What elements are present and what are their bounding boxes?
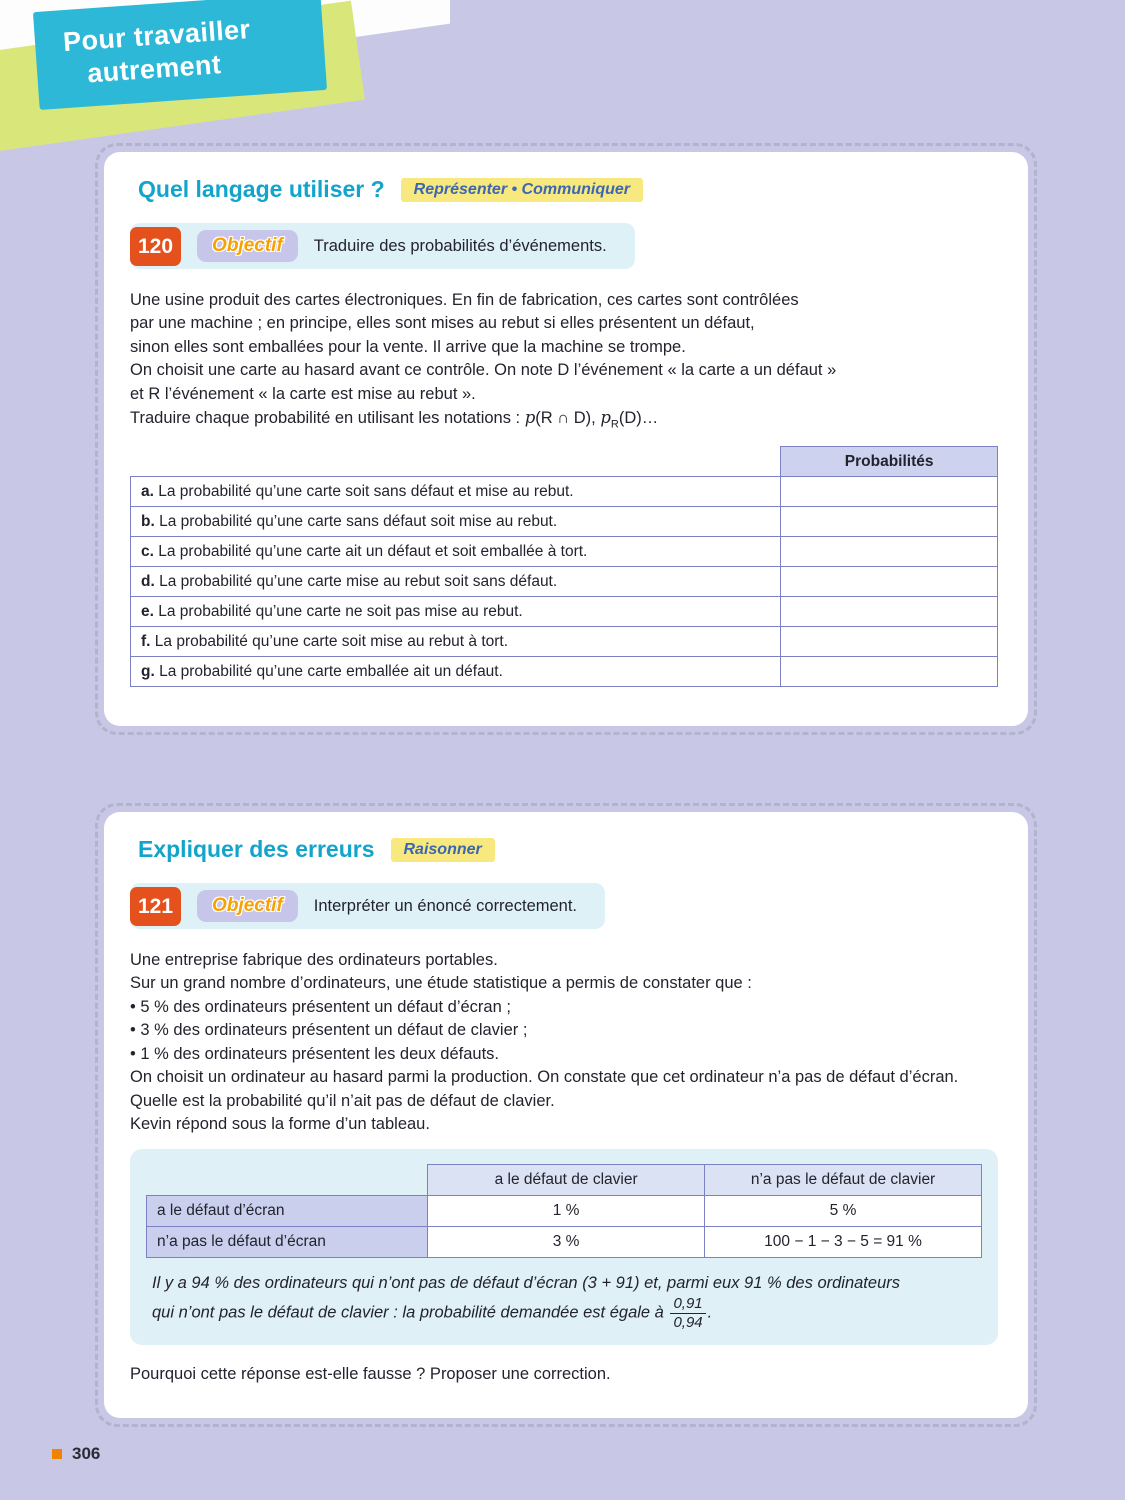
statement-cell (131, 537, 781, 567)
row-letter: a. (141, 482, 154, 500)
table-row (147, 1196, 982, 1227)
row-text: La probabilité qu’une carte soit sans défaut et mise au rebut. (158, 482, 574, 500)
table-row (131, 507, 998, 537)
notation-mid: (R ∩ D), (535, 409, 601, 428)
statement-cell (131, 567, 781, 597)
empty-header-cell (131, 447, 781, 477)
section1-objective-strip (130, 223, 635, 269)
page-number: 306 (72, 1444, 101, 1463)
row-text: La probabilité qu’une carte sans défaut soit mise au rebut. (159, 512, 558, 530)
table-row (131, 657, 998, 687)
paragraph-line: • 3 % des ordinateurs présentent un défaut de clavier ; (130, 1021, 528, 1040)
notation-prefix: Traduire chaque probabilité en utilisant les notations : (130, 409, 525, 428)
table-row (131, 567, 998, 597)
table-header-row (131, 447, 998, 477)
paragraph-line: • 1 % des ordinateurs présentent les deux défauts. (130, 1044, 500, 1063)
fraction (670, 1296, 705, 1331)
banner-title-line1: Pour travailler (62, 14, 252, 58)
row-letter: e. (141, 602, 154, 620)
fraction-denominator: 0,94 (673, 1313, 703, 1331)
row-text: La probabilité qu’une carte ne soit pas mise au rebut. (158, 602, 523, 620)
paragraph-line: sinon elles sont emballées pour la vente. Il arrive que la machine se trompe. (130, 337, 686, 356)
paragraph-line: • 5 % des ordinateurs présentent un défaut d’écran ; (130, 997, 511, 1016)
objective-text: Traduire des probabilités d’événements. (313, 236, 607, 255)
exercise-number-badge: 120 (130, 227, 181, 266)
section1-title: Quel langage utiliser ? (138, 176, 385, 202)
value-cell: 100 − 1 − 3 − 5 = 91 % (705, 1227, 982, 1258)
answer-cell (781, 567, 998, 597)
kevin-table (146, 1164, 982, 1258)
probabilities-header: Probabilités (781, 447, 998, 477)
row-letter: b. (141, 512, 155, 530)
paragraph-line: et R l’événement « la carte est mise au rebut ». (130, 384, 476, 403)
statement-cell (131, 597, 781, 627)
value-cell: 3 % (428, 1227, 705, 1258)
paragraph-line: Une entreprise fabrique des ordinateurs portables. (130, 951, 498, 969)
banner-title-line2: autrement (86, 49, 223, 89)
section2-skill-badge: Raisonner (391, 838, 495, 862)
explanation-suffix: . (707, 1303, 713, 1322)
statement-cell (131, 477, 781, 507)
row-text: La probabilité qu’une carte ait un défaut et soit emballée à tort. (158, 542, 588, 560)
statement-cell (131, 627, 781, 657)
section1-title-row (130, 176, 998, 203)
kevin-explanation (146, 1271, 982, 1330)
row-letter: d. (141, 572, 155, 590)
section1-paragraph (130, 289, 998, 433)
math-p: p (524, 408, 536, 428)
row-label: a le défaut d’écran (147, 1196, 428, 1227)
exercise-121-card (104, 812, 1028, 1418)
fraction-numerator: 0,91 (670, 1296, 705, 1314)
statement-cell (131, 657, 781, 687)
answer-cell (781, 537, 998, 567)
objective-text: Interpréter un énoncé correctement. (313, 896, 578, 915)
notation-suffix: (D)… (618, 409, 659, 428)
row-label: n’a pas le défaut d’écran (147, 1227, 428, 1258)
row-text: La probabilité qu’une carte emballée ait un défaut. (159, 662, 503, 680)
col-header: n’a pas le défaut de clavier (705, 1165, 982, 1196)
paragraph-line: On choisit un ordinateur au hasard parmi la production. On constate que cet ordinateur n’a pas de défaut d’écran. (130, 1068, 959, 1087)
section2-objective-strip (130, 883, 605, 929)
explanation-line (152, 1296, 976, 1331)
table-row (131, 537, 998, 567)
math-subscript: R (610, 418, 619, 431)
notation-line (130, 406, 998, 433)
paragraph-line: Une usine produit des cartes électroniques. En fin de fabrication, ces cartes sont contrôlées (130, 291, 799, 309)
section2-title: Expliquer des erreurs (138, 836, 375, 862)
row-letter: g. (141, 662, 155, 680)
empty-header-cell (147, 1165, 428, 1196)
table-row (131, 477, 998, 507)
row-text: La probabilité qu’une carte mise au rebut soit sans défaut. (159, 572, 558, 590)
table-header-row (147, 1165, 982, 1196)
answer-cell (781, 597, 998, 627)
footer-square-icon (52, 1449, 62, 1459)
value-cell: 5 % (705, 1196, 982, 1227)
statement-cell (131, 507, 781, 537)
paragraph-line: Kevin répond sous la forme d’un tableau. (130, 1114, 430, 1133)
probabilities-table (130, 446, 998, 687)
answer-cell (781, 627, 998, 657)
explanation-prefix: qui n’ont pas le défaut de clavier : la probabilité demandée est égale à (152, 1303, 669, 1322)
answer-cell (781, 477, 998, 507)
paragraph-line: On choisit une carte au hasard avant ce contrôle. On note D l’événement « la carte a un défaut » (130, 361, 837, 380)
section2-paragraph (130, 949, 998, 1136)
table-row (131, 597, 998, 627)
table-row (131, 627, 998, 657)
section2-title-row (130, 836, 998, 863)
kevin-answer-panel (130, 1149, 998, 1344)
exercise-question: Pourquoi cette réponse est-elle fausse ? Proposer une correction. (130, 1364, 611, 1383)
col-header: a le défaut de clavier (428, 1165, 705, 1196)
paragraph-line: Sur un grand nombre d’ordinateurs, une étude statistique a permis de constater que : (130, 974, 752, 993)
value-cell: 1 % (428, 1196, 705, 1227)
exercise-120-card (104, 152, 1028, 726)
section1-skill-badge: Représenter • Communiquer (401, 178, 643, 202)
row-letter: c. (141, 542, 154, 560)
explanation-line: Il y a 94 % des ordinateurs qui n’ont pas de défaut d’écran (3 + 91) et, parmi eux 91 % des ordinateurs (152, 1274, 900, 1293)
paragraph-line: par une machine ; en principe, elles sont mises au rebut si elles présentent un défaut, (130, 314, 755, 333)
paragraph-line: Quelle est la probabilité qu’il n’ait pas de défaut de clavier. (130, 1091, 555, 1110)
objective-badge: Objectif (197, 890, 298, 922)
page-footer (52, 1444, 100, 1464)
answer-cell (781, 507, 998, 537)
row-letter: f. (141, 632, 151, 650)
answer-cell (781, 657, 998, 687)
exercise-number-badge: 121 (130, 887, 181, 926)
objective-badge: Objectif (197, 230, 298, 262)
row-text: La probabilité qu’une carte soit mise au rebut à tort. (154, 632, 509, 650)
math-p: p (600, 408, 611, 428)
table-row (147, 1227, 982, 1258)
